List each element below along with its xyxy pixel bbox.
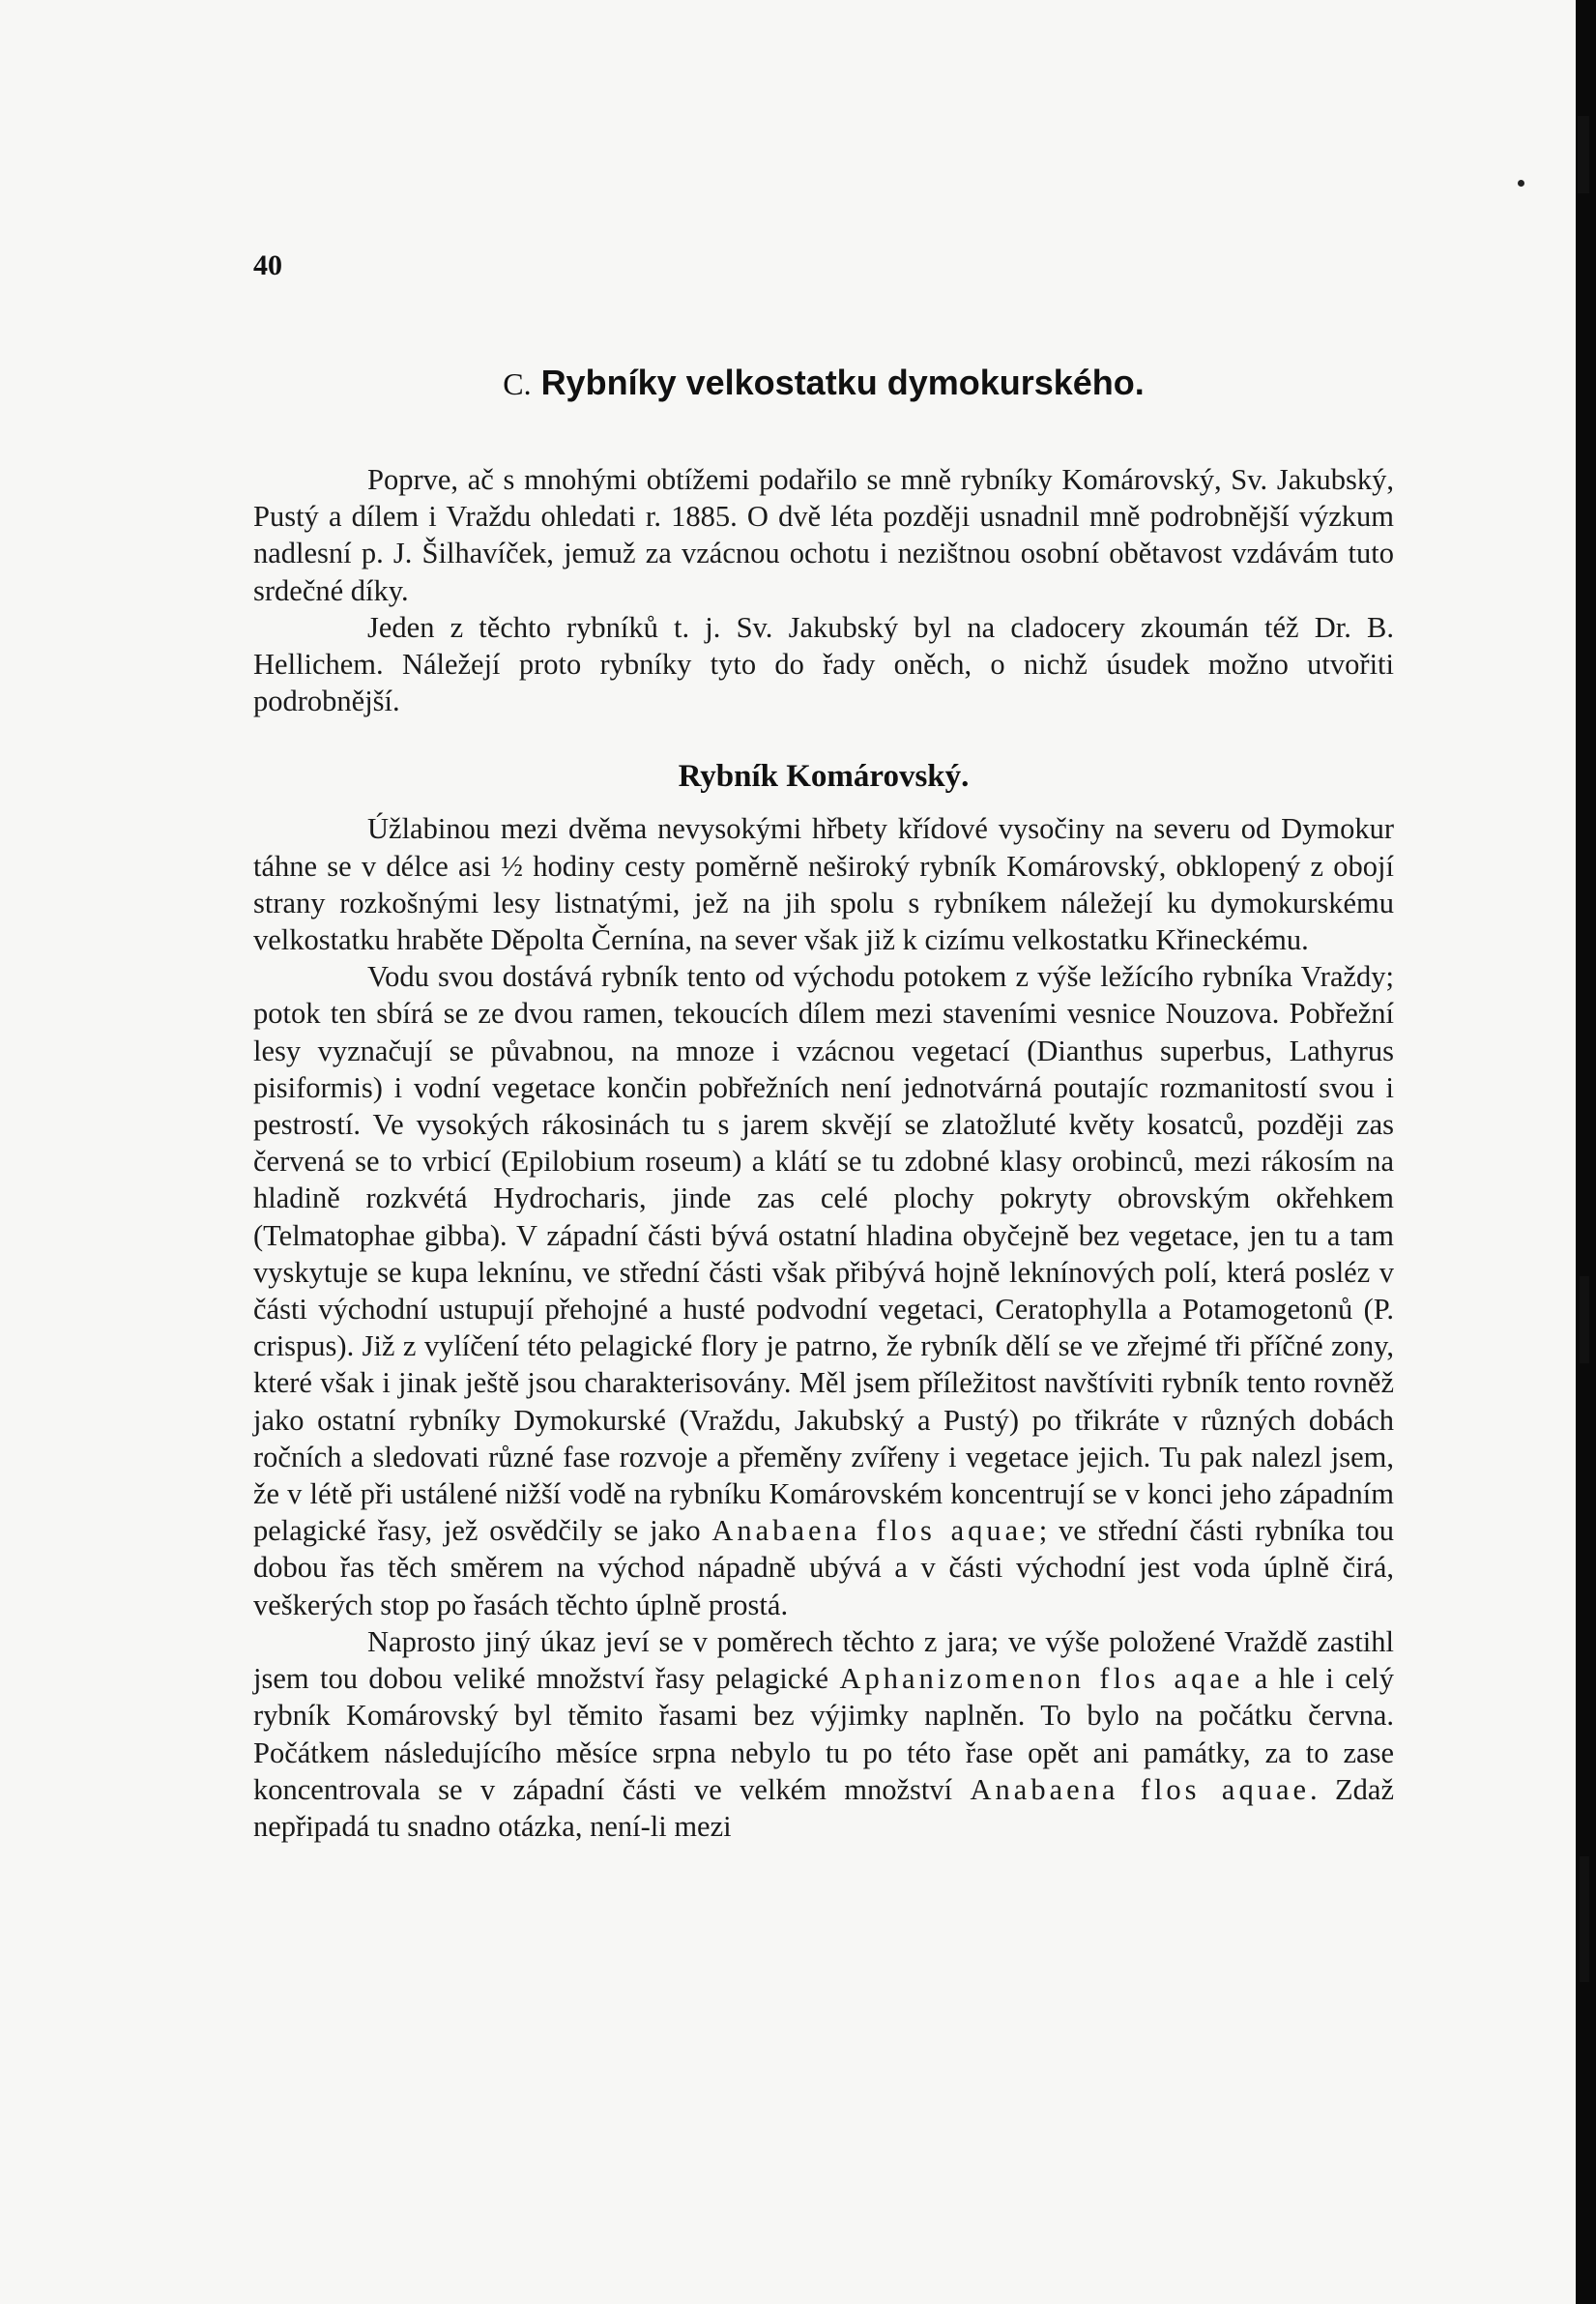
subsection-title: Rybník Komárovský. <box>678 759 970 795</box>
paragraph-1 <box>253 810 1394 958</box>
scan-edge <box>1576 0 1596 2304</box>
p1-text-a: Úžlabinou mezi dvěma nevysokými hřbety křídové vysočiny na severu od Dymokur táhne se v délce asi <box>253 812 1394 883</box>
p3-species-name-1: Aphanizomenon flos aqae <box>839 1662 1244 1696</box>
p2-text-a: Vodu svou dostává rybník tento od východu potokem z výše ležícího rybníka Vraždy; potok ten sbírá se ze dvou ramen, tekoucích dílem mezi staveními vesnice Nouzova. Pobřežní lesy vyznačují se půvabnou, na mnoze i vzácnou vegetací (Dianthus superbus, Lathyrus pisiformis) i vodní vegetace končin pobřežních není jednotvárná poutajíc rozmanitostí svou i pestrostí. Ve vysokých rákosinách tu s jarem skvějí se zlatožluté květy kosatců, později zas červená se to vrbicí (Epilobium roseum) a klátí se tu zdobné klasy orobinců, mezi rákosím na hladině rozkvétá Hydrocharis, jinde zas celé plochy pokryty obrovským okřehkem (Telmatophae gibba). V západní části bývá ostatní hladina obyčejně bez vegetace, jen tu a tam vyskytuje se kupa leknínu, ve střední části však přibývá hojně leknínových polí, která posléz v části východní ustupují přehojné a husté podvodní vegetaci, Ceratophylla a Potamogetonů (P. crispus). Již z vylíčení této pelagické flory je patrno, že rybník dělí se ve zřejmé tři příčné zony, které však i jinak ještě jsou charakterisovány. Měl jsem příležitost navštíviti rybník tento rovněž jako ostatní rybníky Dymokurské (Vraždu, Jakubský a Pustý) po třikráte v různých dobách ročních a sledovati různé fase rozvoje a přeměny zvířeny i vegetace jejich. Tu pak nalezl jsem, že v létě při ustálené nižší vodě na rybníku Komárovském koncentrují se v konci jeho západním pelagické řasy, jež osvědčily se jako <box>253 960 1394 1548</box>
page-number: 40 <box>253 249 282 281</box>
p3-text-a: Naprosto jiný úkaz jeví se v poměrech těchto z jara; ve výše položené Vraždě zastihl jsem tou dobou veliké množství řasy pelagické <box>253 1624 1394 1696</box>
p3-text-c: . Zdaž nepřipadá tu snadno otázka, není-li mezi <box>253 1772 1394 1843</box>
paragraph-3 <box>253 1623 1394 1845</box>
ink-dot <box>1518 180 1524 187</box>
edge-mark <box>1580 1856 1589 1982</box>
section-heading <box>253 360 1394 407</box>
p3-text-b: a hle i celý rybník Komárovský byl těmito řasami bez výjimky naplněn. To bylo na počátku června. Počátkem následujícího měsíce srpna nebylo tu po této řase opět ani památky, za to zase koncentrovala se v západní části ve velkém množství <box>253 1662 1394 1806</box>
text-block <box>253 360 1394 1845</box>
p1-fraction: ½ <box>501 849 523 883</box>
edge-mark <box>1578 116 1589 193</box>
edge-mark <box>1580 1276 1589 1363</box>
intro-paragraph-2: Jeden z těchto rybníků t. j. Sv. Jakubský byl na cladocery zkoumán též Dr. B. Hellichem. Náležejí proto rybníky tyto do řady oněch, o nichž úsudek možno utvořiti podrobnější. <box>253 610 1394 718</box>
p3-species-name-2: Anabaena flos aquae <box>970 1772 1311 1806</box>
paragraph-2 <box>253 958 1394 1623</box>
intro-paragraph-1: Poprve, ač s mnohými obtížemi podařilo se mně rybníky Komárovský, Sv. Jakubský, Pustý a dílem i Vraždu ohledati r. 1885. O dvě léta později usnadnil mně podrobnější výzkum nadlesní p. J. Šilhavíček, jemuž za vzácnou ochotu i nezištnou osobní obětavost vzdávám tuto srdečné díky. <box>253 463 1394 607</box>
p2-species-name: Anabaena flos aquae <box>711 1514 1039 1548</box>
section-title: Rybníky velkostatku dymokurského. <box>540 363 1145 402</box>
section-letter: C. <box>503 366 532 401</box>
p1-text-b: hodiny cesty poměrně neširoký rybník Komárovský, obklopený z obojí strany rozkošnými lesy listnatými, jež na jih spolu s rybníkem náležejí ku dymokurskému velkostatku hraběte Děpolta Černína, na sever však již k cizímu velkostatku Křineckému. <box>253 849 1395 957</box>
p2-text-b: ; ve střední části rybníka tou dobou řas těch směrem na východ nápadně ubývá a v části východní jest voda úplně čirá, veškerých stop po řasách těchto úplně prostá. <box>253 1514 1395 1621</box>
